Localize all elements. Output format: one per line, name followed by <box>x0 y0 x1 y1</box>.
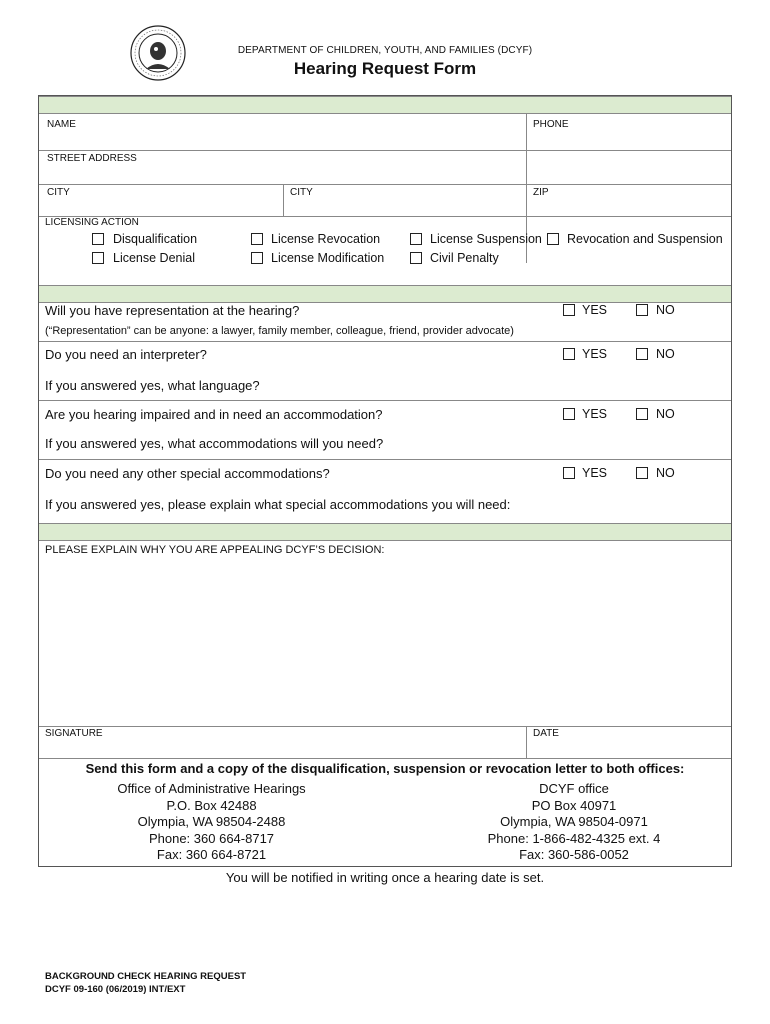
license-revocation-checkbox[interactable] <box>251 233 263 245</box>
section-band <box>39 285 731 303</box>
dcyf-line: PO Box 40971 <box>531 797 617 813</box>
impaired-no-checkbox[interactable] <box>636 408 648 420</box>
yes-label: YES <box>582 407 608 421</box>
special-explain-question: If you answered yes, please explain what special accommodations you will need: <box>45 497 511 512</box>
city-field-label-2: CITY <box>290 187 313 198</box>
divider <box>526 726 527 758</box>
no-label: NO <box>656 407 675 421</box>
special-yes-checkbox[interactable] <box>563 467 575 479</box>
interpreter-no-checkbox[interactable] <box>636 348 648 360</box>
dcyf-line: DCYF office <box>539 781 609 796</box>
interpreter-question: Do you need an interpreter? <box>45 347 207 362</box>
phone-field-label: PHONE <box>533 119 569 130</box>
oah-line: Fax: 360 664-8721 <box>156 847 267 862</box>
license-revocation-label: License Revocation <box>271 232 381 246</box>
yes-label: YES <box>582 303 608 317</box>
yes-label: YES <box>582 347 608 361</box>
oah-line: Office of Administrative Hearings <box>117 781 306 796</box>
divider <box>283 184 284 216</box>
appeal-explanation-label: PLEASE EXPLAIN WHY YOU ARE APPEALING DCYF’S DECISION: <box>45 544 385 556</box>
zip-field-label: ZIP <box>533 187 549 198</box>
form-title: Hearing Request Form <box>293 59 477 78</box>
footer-title: BACKGROUND CHECK HEARING REQUEST <box>45 971 247 982</box>
civil-penalty-checkbox[interactable] <box>410 252 422 264</box>
representation-no-checkbox[interactable] <box>636 304 648 316</box>
notification-note: You will be notified in writing once a hearing date is set. <box>225 870 545 885</box>
divider <box>39 459 731 460</box>
special-no-checkbox[interactable] <box>636 467 648 479</box>
language-question: If you answered yes, what language? <box>45 378 260 393</box>
dcyf-line: Phone: 1-866-482-4325 ext. 4 <box>487 830 661 846</box>
hearing-request-form <box>38 95 732 867</box>
representation-question: Will you have representation at the hearing? <box>45 303 300 318</box>
street-address-label: STREET ADDRESS <box>47 153 137 164</box>
license-suspension-label: License Suspension <box>430 232 542 246</box>
representation-yes-checkbox[interactable] <box>563 304 575 316</box>
impaired-yes-checkbox[interactable] <box>563 408 575 420</box>
footer-form-number: DCYF 09-160 (06/2019) INT/EXT <box>45 984 186 995</box>
divider <box>39 150 731 151</box>
oah-line: Phone: 360 664-8717 <box>148 830 275 846</box>
city-field-label: CITY <box>47 187 70 198</box>
license-modification-label: License Modification <box>271 251 385 265</box>
name-field-label: NAME <box>47 119 76 130</box>
yes-label: YES <box>582 466 608 480</box>
dcyf-line: Olympia, WA 98504-0971 <box>500 814 648 829</box>
accommodations-question: If you answered yes, what accommodations will you need? <box>45 436 384 451</box>
oah-line: P.O. Box 42488 <box>166 797 257 813</box>
oah-line: Olympia, WA 98504-2488 <box>137 814 286 829</box>
no-label: NO <box>656 466 675 480</box>
divider <box>39 400 731 401</box>
dcyf-address <box>439 781 709 864</box>
civil-penalty-label: Civil Penalty <box>430 251 499 265</box>
hearing-impaired-question: Are you hearing impaired and in need an accommodation? <box>45 407 383 422</box>
license-suspension-checkbox[interactable] <box>410 233 422 245</box>
divider <box>39 216 731 217</box>
no-label: NO <box>656 347 675 361</box>
dcyf-line: Fax: 360-586-0052 <box>519 847 629 862</box>
date-label: DATE <box>533 728 559 739</box>
licensing-action-label: LICENSING ACTION <box>45 217 139 228</box>
divider <box>39 726 731 727</box>
form-footer <box>45 970 246 996</box>
special-accommodations-question: Do you need any other special accommodations? <box>45 466 330 481</box>
license-modification-checkbox[interactable] <box>251 252 263 264</box>
disqualification-checkbox[interactable] <box>92 233 104 245</box>
signature-label: SIGNATURE <box>45 728 103 739</box>
divider <box>39 184 731 185</box>
section-band <box>39 96 731 114</box>
interpreter-yes-checkbox[interactable] <box>563 348 575 360</box>
divider <box>39 341 731 342</box>
license-denial-checkbox[interactable] <box>92 252 104 264</box>
representation-note: (“Representation” can be anyone: a lawyer, family member, colleague, friend, provider advocate) <box>45 325 514 337</box>
oah-address <box>79 781 344 864</box>
send-instructions: Send this form and a copy of the disqualification, suspension or revocation letter to both offices: <box>85 761 685 776</box>
department-name: DEPARTMENT OF CHILDREN, YOUTH, AND FAMILIES (DCYF) <box>237 45 533 56</box>
no-label: NO <box>656 303 675 317</box>
license-denial-label: License Denial <box>113 251 195 265</box>
revocation-suspension-checkbox[interactable] <box>547 233 559 245</box>
section-band <box>39 523 731 541</box>
disqualification-label: Disqualification <box>113 232 198 246</box>
revocation-suspension-label: Revocation and Suspension <box>567 232 723 246</box>
divider <box>39 758 731 759</box>
